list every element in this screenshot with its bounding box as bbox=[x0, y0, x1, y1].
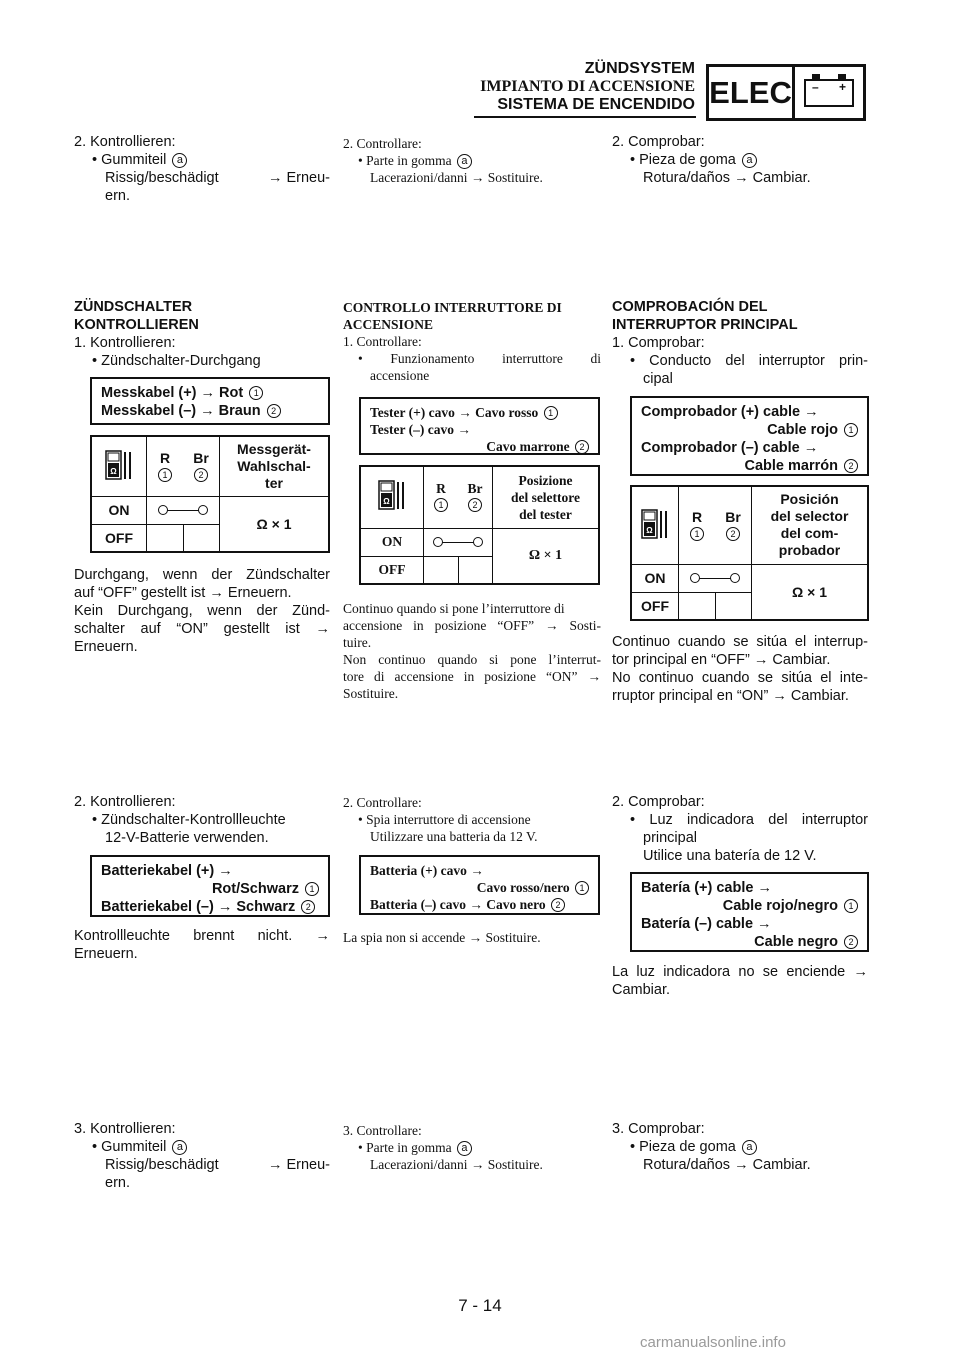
it-check-rubber: 2. Controllare: • Parte in gomma a Lacerazioni/danni → Sostituire. bbox=[343, 136, 543, 185]
it-check-rubber-2: 3. Controllare: • Parte in gomma a Lacerazioni/danni → Sostituire. bbox=[343, 1123, 543, 1172]
de-probe-box: Messkabel (+) → Rot 1 Messkabel (–) → Braun 2 bbox=[90, 377, 330, 425]
step-heading: 2. Kontrollieren: bbox=[74, 134, 176, 150]
header-title-es: SISTEMA DE ENCENDIDO bbox=[497, 96, 695, 113]
es-battery-box: Batería (+) cable → Cable rojo/negro 1 Batería (–) cable → Cable negro 2 bbox=[630, 872, 869, 952]
de-continuity-table: Ω R 1 Br 2 Messgerät- Wahlschal- ter ON Ω × 1 OFF bbox=[90, 435, 330, 553]
es-check-rubber-2: 3. Comprobar: • Pieza de goma a Rotura/daños → Cambiar. bbox=[612, 1121, 811, 1173]
es-probe-box: Comprobador (+) cable → Cable rojo 1 Comprobador (–) cable → Cable marrón 2 bbox=[630, 396, 869, 476]
it-ignition-switch-section: CONTROLLO INTERRUTTORE DI ACCENSIONE 1. Controllare: • Funzionamento interruttore di accensione bbox=[343, 300, 601, 383]
section-title: ZÜNDSCHALTER bbox=[74, 299, 193, 315]
switch-closed-symbol bbox=[147, 496, 220, 524]
es-ignition-switch-section: COMPROBACIÓN DEL INTERRUPTOR PRINCIPAL 1. Comprobar: • Conducto del interruptor prin- cipal bbox=[612, 299, 868, 387]
header-rule bbox=[474, 116, 696, 118]
svg-text:Ω: Ω bbox=[646, 525, 653, 535]
de-battery-box: Batteriekabel (+) → Rot/Schwarz 1 Batteriekabel (–) → Schwarz 2 bbox=[90, 855, 330, 917]
page-number: 7 - 14 bbox=[458, 1296, 502, 1315]
elec-badge bbox=[706, 64, 866, 121]
it-battery-box: Batteria (+) cavo → Cavo rosso/nero 1 Batteria (–) cavo → Cavo nero 2 bbox=[359, 855, 600, 915]
multimeter-icon bbox=[91, 436, 147, 496]
es-continuity-result: Continuo cuando se sitúa el interrup- tor principal en “OFF” → Cambiar. No continuo cuando se sitúa el inte- rruptor principal en “ON” → Cambiar. bbox=[612, 634, 868, 704]
header-title-it: IMPIANTO DI ACCENSIONE bbox=[480, 78, 695, 95]
es-check-indicator: 2. Comprobar: • Luz indicadora del interruptor principal Utilice una batería de 12 V. bbox=[612, 794, 868, 864]
multimeter-icon bbox=[360, 466, 424, 528]
switch-closed-symbol bbox=[424, 528, 493, 556]
de-check-indicator: 2. Kontrollieren: • Zündschalter-Kontrollleuchte 12-V-Batterie verwenden. bbox=[74, 794, 286, 846]
it-probe-box: Tester (+) cavo → Cavo rosso 1 Tester (–) cavo → Cavo marrone 2 bbox=[359, 397, 600, 455]
it-continuity-table: Ω R 1 Br 2 Posizione del selettore del tester ON Ω × 1 OFF bbox=[359, 465, 600, 585]
battery-icon: – + bbox=[804, 79, 854, 107]
it-continuity-result: Continuo quando si pone l’interruttore di accensione in posizione “OFF” → Sosti- tuire. Non continuo quando si pone l’interrut- tore di accensione in posizione “ON” → Sostituire. bbox=[343, 601, 601, 701]
de-continuity-result: Durchgang, wenn der Zündschalter auf “OFF” gestellt ist → Erneuern. Kein Durchgang, wenn der Zünd- schalter auf “ON” gestellt ist → Erneuern. bbox=[74, 567, 330, 655]
de-indicator-result: Kontrollleuchte brennt nicht. → Erneuern. bbox=[74, 928, 330, 962]
header-title-de: ZÜNDSYSTEM bbox=[584, 60, 695, 77]
de-check-rubber: 2. Kontrollieren: • Gummiteil a Rissig/beschädigt → Erneu- ern. bbox=[74, 134, 330, 204]
es-continuity-table: Ω R 1 Br 2 Posición del selector del com- probador ON Ω × 1 OFF bbox=[630, 485, 869, 621]
multimeter-icon bbox=[631, 486, 679, 564]
de-ignition-switch-section: ZÜNDSCHALTER KONTROLLIEREN 1. Kontrollieren: • Zündschalter-Durchgang bbox=[74, 298, 330, 370]
it-check-indicator: 2. Controllare: • Spia interruttore di accensione Utilizzare una batteria da 12 V. bbox=[343, 795, 538, 844]
svg-text:Ω: Ω bbox=[110, 466, 117, 476]
de-check-rubber-2: 3. Kontrollieren: • Gummiteil a Rissig/beschädigt → Erneu- ern. bbox=[74, 1121, 330, 1191]
es-check-rubber: 2. Comprobar: • Pieza de goma a Rotura/daños → Cambiar. bbox=[612, 134, 811, 186]
callout-marker: a bbox=[172, 153, 187, 168]
svg-text:Ω: Ω bbox=[383, 497, 390, 507]
switch-closed-symbol bbox=[679, 564, 752, 592]
watermark: carmanualsonline.info bbox=[640, 1334, 786, 1351]
es-indicator-result: La luz indicadora no se enciende → Cambiar. bbox=[612, 964, 868, 998]
it-indicator-result: La spia non si accende → Sostituire. bbox=[343, 930, 541, 945]
elec-label: ELEC bbox=[709, 67, 795, 118]
